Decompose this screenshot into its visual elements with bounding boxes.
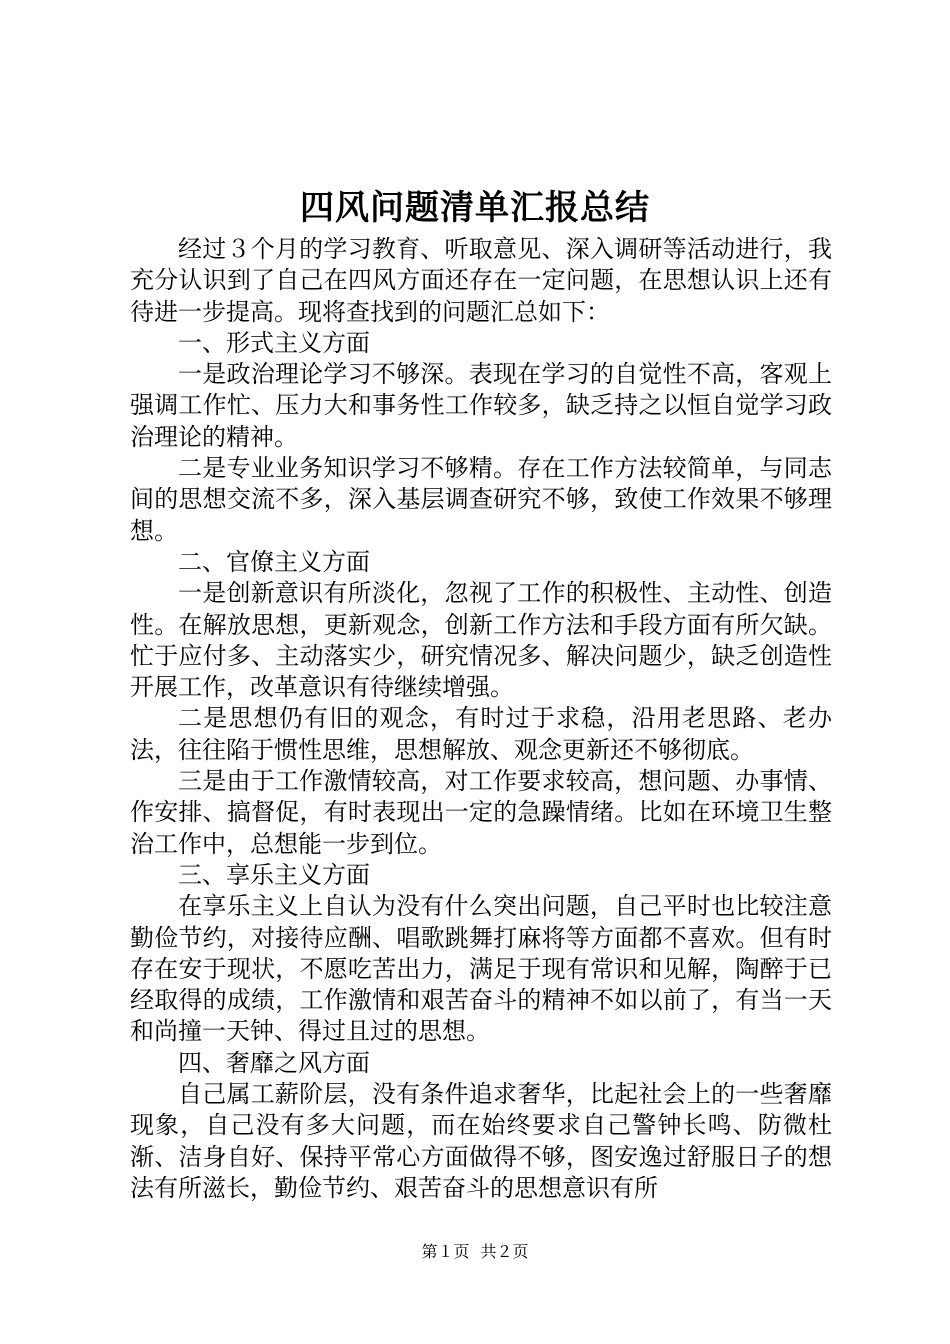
body-paragraph: 一是创新意识有所淡化，忽视了工作的积极性、主动性、创造性。在解放思想，更新观念，创新工作方法和手段方面有所欠缺。忙于应付多、主动落实少，研究情况多、解决问题少，缺乏创造性开展工作，改革意识有待继续增强。 [130,579,832,702]
section-heading: 一、形式主义方面 [178,328,370,357]
section-heading: 四、奢靡之风方面 [178,1048,370,1077]
document-body [130,234,832,1204]
body-paragraph: 在享乐主义上自认为没有什么突出问题，自己平时也比较注意勤俭节约，对接待应酬、唱歌跳舞打麻将等方面都不喜欢。但有时存在安于现状，不愿吃苦出力，满足于现有常识和见解，陶醉于已经取得的成绩，工作激情和艰苦奋斗的精神不如以前了，有当一天和尚撞一天钟、得过且过的思想。 [130,892,832,1046]
page-total: 共２页 [480,1242,529,1261]
page-footer [0,1240,950,1264]
page-number: 第１页 [421,1242,470,1261]
body-paragraph: 一是政治理论学习不够深。表现在学习的自觉性不高，客观上强调工作忙、压力大和事务性工作较多，缺乏持之以恒自觉学习政治理论的精神。 [130,360,832,451]
body-paragraph: 自己属工薪阶层，没有条件追求奢华，比起社会上的一些奢靡现象，自己没有多大问题，而在始终要求自己警钟长鸣、防微杜渐、洁身自好、保持平常心方面做得不够，图安逸过舒服日子的想法有所滋长，勤俭节约、艰苦奋斗的思想意识有所 [130,1080,832,1202]
body-paragraph: 二是思想仍有旧的观念，有时过于求稳，沿用老思路、老办法，往往陷于惯性思维，思想解放、观念更新还不够彻底。 [130,704,832,764]
body-paragraph: 二是专业业务知识学习不够精。存在工作方法较简单，与同志间的思想交流不多，深入基层调查研究不够，致使工作效果不够理想。 [130,454,832,545]
body-paragraph: 三是由于工作激情较高，对工作要求较高，想问题、办事情、作安排、搞督促，有时表现出一定的急躁情绪。比如在环境卫生整治工作中，总想能一步到位。 [130,767,832,858]
document-title: 四风问题清单汇报总结 [300,188,650,228]
section-heading: 二、官僚主义方面 [178,547,370,576]
section-heading: 三、享乐主义方面 [178,860,370,889]
intro-paragraph: 经过３个月的学习教育、听取意见、深入调研等活动进行，我充分认识到了自己在四风方面还存在一定问题，在思想认识上还有待进一步提高。现将查找到的问题汇总如下： [130,235,832,326]
